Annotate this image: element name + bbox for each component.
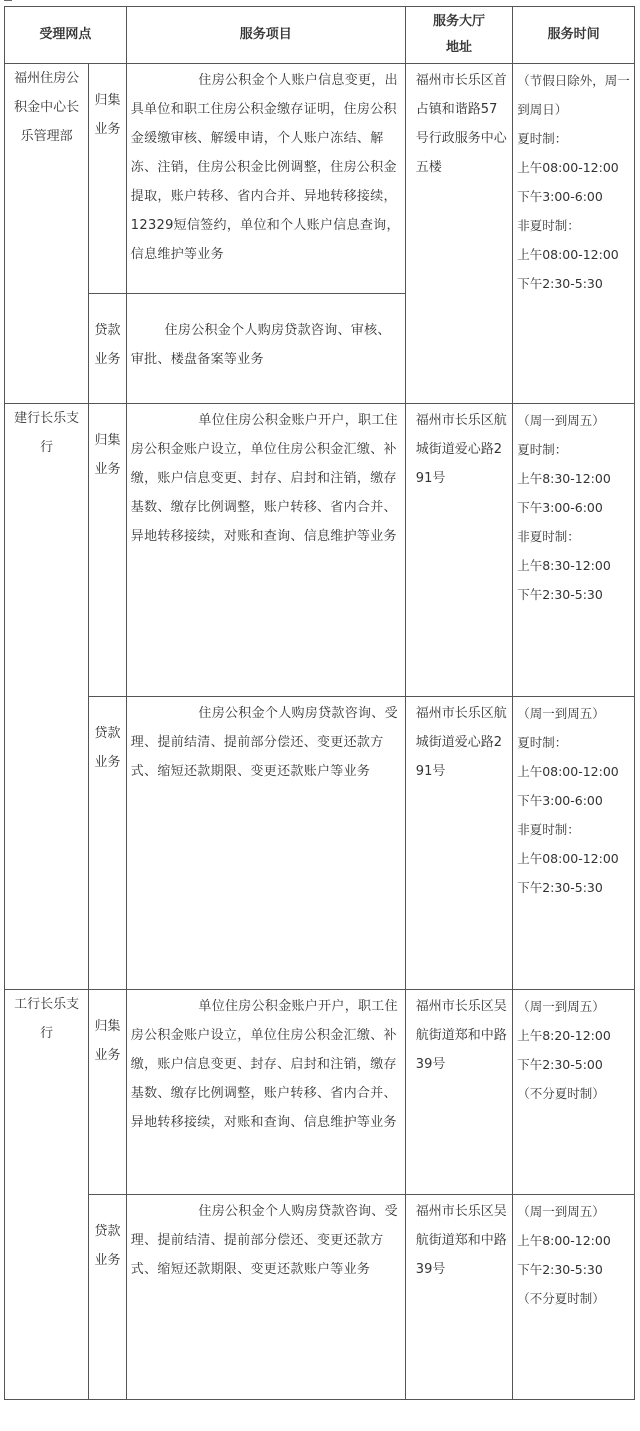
- address-cell: 福州市长乐区首占镇和谐路57号行政服务中心五楼: [405, 64, 512, 404]
- service-items-cell: 住房公积金个人购房贷款咨询、受理、提前结清、提前部分偿还、变更还款方式、缩短还款期限、变更还款账户等业务: [126, 697, 405, 990]
- category-cell: 贷款业务: [89, 697, 127, 990]
- network-cell: 工行长乐支行: [5, 990, 89, 1400]
- category-cell: 贷款业务: [89, 1195, 127, 1400]
- hours-cell: （节假日除外，周一到周日） 夏时制： 上午08:00-12:00 下午3:00-6:00 非夏时制： 上午08:00-12:00 下午2:30-5:30: [513, 64, 635, 404]
- table-row: [5, 64, 635, 294]
- table-row: [5, 404, 635, 697]
- service-items-cell: 住房公积金个人账户信息变更，出具单位和职工住房公积金缴存证明，住房公积金缓缴审核、解缓申请，个人账户冻结、解冻、注销，住房公积金比例调整，住房公积金提取，账户转移、省内合并、异地转移接续，12329短信签约，单位和个人账户信息查询，信息维护等业务: [126, 64, 405, 294]
- top-mark: [4, 0, 12, 4]
- category-cell: 归集业务: [89, 404, 127, 697]
- header-address: 服务大厅 地址: [405, 7, 512, 64]
- address-cell: 福州市长乐区吴航街道郑和中路39号: [405, 1195, 512, 1400]
- header-network: 受理网点: [5, 7, 127, 64]
- table-row: [5, 990, 635, 1195]
- network-cell: 建行长乐支行: [5, 404, 89, 990]
- category-cell: 贷款业务: [89, 294, 127, 404]
- hours-cell: （周一到周五） 夏时制： 上午8:30-12:00 下午3:00-6:00 非夏时制： 上午8:30-12:00 下午2:30-5:30: [513, 404, 635, 697]
- network-cell: 福州住房公积金中心长乐管理部: [5, 64, 89, 404]
- service-items-cell: 住房公积金个人购房贷款咨询、受理、提前结清、提前部分偿还、变更还款方式、缩短还款期限、变更还款账户等业务: [126, 1195, 405, 1400]
- address-cell: 福州市长乐区吴航街道郑和中路39号: [405, 990, 512, 1195]
- header-row: [5, 7, 635, 64]
- hours-cell: （周一到周五） 上午8:20-12:00 下午2:30-5:00 （不分夏时制）: [513, 990, 635, 1195]
- hours-cell: （周一到周五） 上午8:00-12:00 下午2:30-5:30 （不分夏时制）: [513, 1195, 635, 1400]
- address-cell: 福州市长乐区航城街道爱心路291号: [405, 404, 512, 697]
- service-items-cell: 住房公积金个人购房贷款咨询、审核、审批、楼盘备案等业务: [126, 294, 405, 404]
- service-table: [4, 6, 635, 1400]
- header-service-items: 服务项目: [126, 7, 405, 64]
- category-cell: 归集业务: [89, 990, 127, 1195]
- header-hours: 服务时间: [513, 7, 635, 64]
- service-items-cell: 单位住房公积金账户开户，职工住房公积金账户设立，单位住房公积金汇缴、补缴，账户信息变更、封存、启封和注销，缴存基数、缴存比例调整，账户转移、省内合并、异地转移接续，对账和查询、信息维护等业务: [126, 990, 405, 1195]
- address-cell: 福州市长乐区航城街道爱心路291号: [405, 697, 512, 990]
- table-row: [5, 1195, 635, 1400]
- category-cell: 归集业务: [89, 64, 127, 294]
- table-row: [5, 697, 635, 990]
- service-items-cell: 单位住房公积金账户开户，职工住房公积金账户设立，单位住房公积金汇缴、补缴，账户信息变更、封存、启封和注销，缴存基数、缴存比例调整，账户转移、省内合并、异地转移接续，对账和查询、信息维护等业务: [126, 404, 405, 697]
- hours-cell: （周一到周五） 夏时制： 上午08:00-12:00 下午3:00-6:00 非夏时制： 上午08:00-12:00 下午2:30-5:30: [513, 697, 635, 990]
